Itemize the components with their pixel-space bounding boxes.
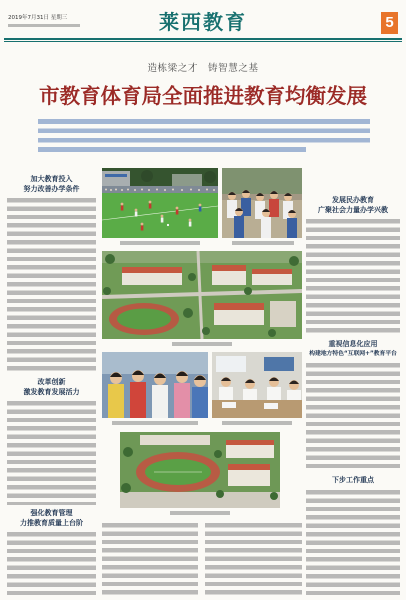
- section-heading: 重视信息化应用: [328, 340, 378, 348]
- lead-paragraph-last-line: [38, 147, 306, 152]
- section-heading: 加大教育投入: [30, 175, 73, 183]
- page-title: 市教育体育局全面推进教育均衡发展: [39, 84, 367, 108]
- section-subheading: 广聚社会力量办学兴教: [318, 206, 388, 214]
- section-heading: 发展民办教育: [332, 196, 374, 204]
- soccer-match-photo: [102, 168, 218, 238]
- photo-caption: [222, 421, 292, 425]
- photo-caption: [232, 241, 294, 245]
- masthead: 莱西教育: [159, 10, 247, 34]
- lead-paragraph: [38, 119, 370, 147]
- body-text-block: [306, 363, 400, 471]
- body-text-block: [205, 523, 302, 595]
- body-text-block: [306, 219, 400, 336]
- kicker: 造栋梁之才 铸智慧之基: [147, 63, 259, 74]
- page-number-badge: 5: [381, 12, 398, 34]
- body-text-block: [7, 532, 96, 595]
- section-subheading: 力推教育质量上台阶: [20, 519, 83, 527]
- campus-aerial-photo: [102, 251, 302, 339]
- section-heading: 改革创新: [37, 378, 66, 386]
- photo-caption: [112, 421, 198, 425]
- photo-caption: [170, 511, 230, 515]
- section-subheading: 构建地方特色“互联网+”教育平台: [309, 351, 397, 357]
- students-group-photo: [222, 168, 302, 238]
- section-subheading: 激发教育发展活力: [23, 388, 80, 396]
- body-text-block: [306, 490, 400, 595]
- photo-caption: [172, 342, 232, 346]
- header-rule: [4, 38, 402, 40]
- children-photo: [102, 352, 208, 418]
- section-heading: 下步工作重点: [332, 476, 374, 484]
- header-rule-thin: [4, 41, 402, 42]
- classroom-photo: [212, 352, 302, 418]
- body-text-block: [102, 523, 198, 595]
- issue-date: 2019年7月31日 星期三: [8, 15, 68, 21]
- body-text-block: [7, 401, 96, 505]
- school-track-aerial-photo: [120, 432, 280, 508]
- photo-caption: [120, 241, 200, 245]
- section-subheading: 努力改善办学条件: [23, 185, 80, 193]
- body-text-block: [7, 198, 96, 374]
- section-heading: 强化教育管理: [30, 509, 73, 517]
